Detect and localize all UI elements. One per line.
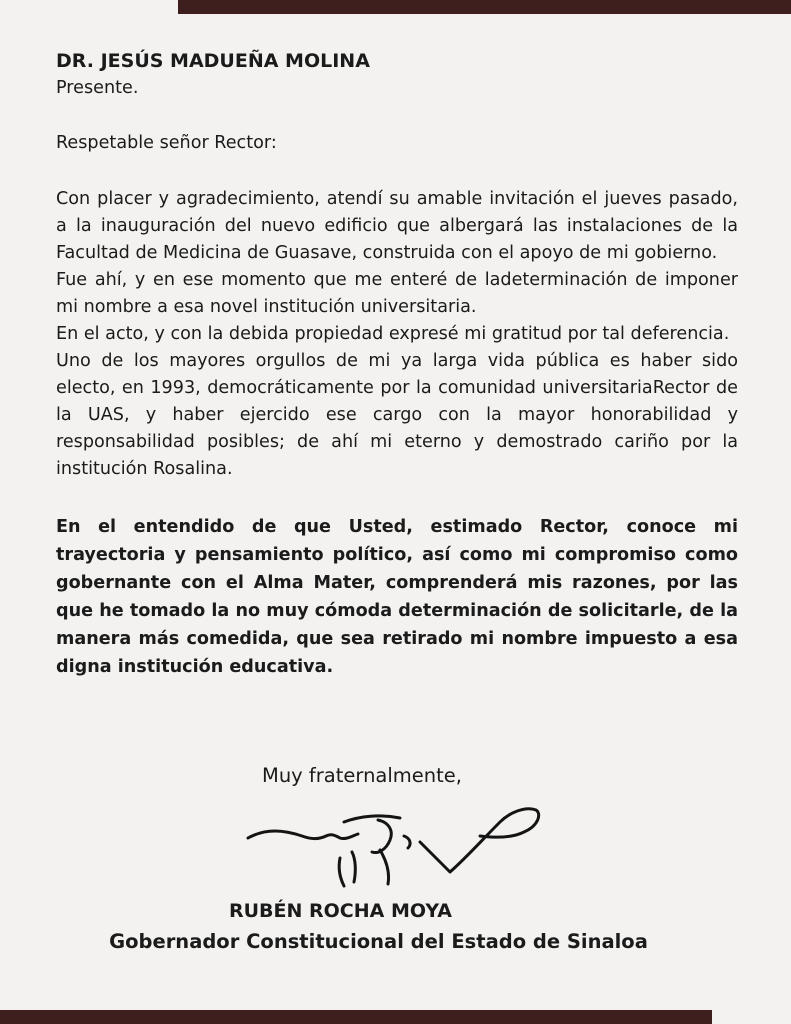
- paragraph-2: Fue ahí, y en ese momento que me enteré de ladeterminación de imponer mi nombre a esa novel institución universitaria.: [56, 270, 738, 317]
- signer-title: Gobernador Constitucional del Estado de Sinaloa: [109, 930, 648, 953]
- recipient-name: DR. JESÚS MADUEÑA MOLINA: [56, 50, 370, 72]
- top-accent-bar: [178, 0, 791, 14]
- bold-paragraph: En el entendido de que Usted, estimado Rector, conoce mi trayectoria y pensamiento político, así como mi compromiso como gobernante con el Alma Mater, comprenderá mis razones, por las que he tomado la no muy cómoda determinación de solicitarle, de la manera más comedida, que sea retirado mi nombre impuesto a esa digna institución educativa.: [56, 517, 738, 677]
- signer-name: RUBÉN ROCHA MOYA: [228, 900, 452, 922]
- bottom-accent-bar: [0, 1010, 712, 1024]
- paragraph-4: Uno de los mayores orgullos de mi ya larga vida pública es haber sido electo, en 1993, democráticamente por la comunidad universitariaRector de la UAS, y haber ejercido ese cargo con la mayor honorabilidad y responsabilidad posibles; de ahí mi eterno y demostrado cariño por la institución Rosalina.: [56, 351, 738, 479]
- recipient-presente: Presente.: [56, 78, 139, 98]
- handwritten-signature: [244, 796, 544, 892]
- letter-body: [56, 48, 738, 681]
- paragraph-1: Con placer y agradecimiento, atendí su amable invitación el jueves pasado, a la inauguración del nuevo edificio que albergará las instalaciones de la Facultad de Medicina de Guasave, construida con el apoyo de mi gobierno.: [56, 189, 738, 263]
- salutation: Respetable señor Rector:: [56, 133, 277, 153]
- paragraph-3: En el acto, y con la debida propiedad expresé mi gratitud por tal deferencia.: [56, 324, 730, 344]
- closing-line: Muy fraternalmente,: [262, 764, 462, 787]
